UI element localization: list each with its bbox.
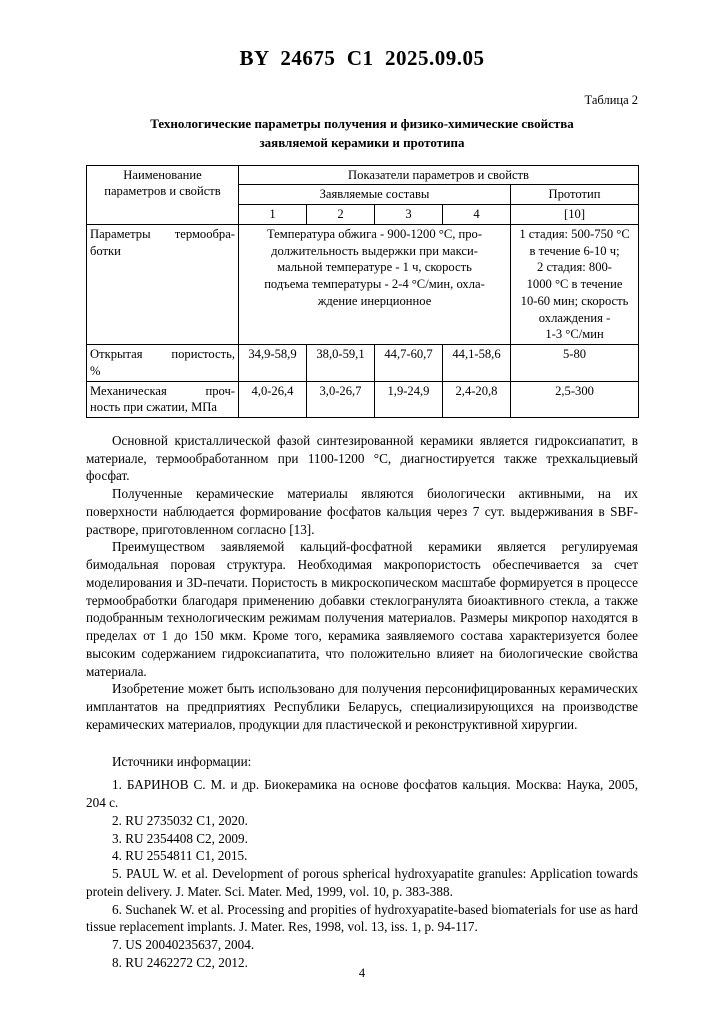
reference-item: 4. RU 2554811 C1, 2015. (112, 848, 248, 864)
reference-item: 6. Suchanek W. et al. Processing and propities of hydroxyapatite-based biomaterials for use as hard tissue replacement implants. J. Mater. Res, 1998, vol. 13, iss. 1, p. 94-117. (86, 901, 638, 935)
header-name-line-2: параметров и свойств (104, 184, 221, 199)
paragraph-crystalline-phase: Основной кристаллической фазой синтезированной керамики является гидроксиапатит, в материале, термообработанном при 1100-1200 °С, диагностируется также трехкальциевый фосфат. (86, 432, 638, 484)
document-header: BY 24675 C1 2025.09.05 (239, 46, 485, 70)
table-row (87, 345, 639, 381)
references-heading: Источники информации: (112, 753, 252, 769)
header-col-2: 2 (307, 205, 375, 225)
header-col-3: 3 (375, 205, 443, 225)
header-prototype-reference: [10] (511, 205, 639, 225)
table-label: Таблица 2 (584, 93, 638, 107)
header-name-column (87, 165, 239, 224)
reference-item: 7. US 20040235637, 2004. (112, 937, 255, 953)
row-label-mechanical-strength: Механическая проч- ность при сжатии, МПа (87, 381, 239, 417)
spacer (86, 734, 638, 753)
table-row (87, 381, 639, 417)
table-row (87, 224, 639, 344)
cell-mechanical-strength-prototype: 2,5-300 (511, 381, 639, 417)
cell-mechanical-strength-1: 4,0-26,4 (239, 381, 307, 417)
table-title-line-1: Технологические параметры получения и физико-химические свойства (150, 116, 574, 131)
table-title (86, 115, 638, 153)
header-col-4: 4 (443, 205, 511, 225)
header-name-line-1: Наименование (123, 167, 202, 182)
reference-item: 2. RU 2735032 C1, 2020. (112, 812, 248, 828)
cell-mechanical-strength-2: 3,0-26,7 (307, 381, 375, 417)
reference-item: 8. RU 2462272 C2, 2012. (112, 954, 248, 970)
cell-mechanical-strength-3: 1,9-24,9 (375, 381, 443, 417)
header-claimed-compositions: Заявляемые составы (239, 185, 511, 205)
header-col-1: 1 (239, 205, 307, 225)
cell-open-porosity-prototype: 5-80 (511, 345, 639, 381)
table-head (87, 165, 639, 224)
parameters-table (86, 165, 639, 418)
header-prototype: Прототип (511, 185, 639, 205)
cell-open-porosity-2: 38,0-59,1 (307, 345, 375, 381)
header-indicators: Показатели параметров и свойств (239, 165, 639, 185)
cell-heat-treatment-claimed: Температура обжига - 900-1200 °С, про- должительность выдержки при макси- мальной температуре - 1 ч, скорость подъема температуры - 2-4 °С/мин, охла- ждение инерционное (239, 224, 511, 344)
row-label-open-porosity: Открытая пористость, % (87, 345, 239, 381)
page-content (86, 0, 638, 972)
table-header-row-1 (87, 165, 639, 185)
cell-mechanical-strength-4: 2,4-20,8 (443, 381, 511, 417)
table-title-line-2: заявляемой керамики и прототипа (259, 134, 465, 150)
table-body (87, 224, 639, 417)
reference-item: 1. БАРИНОВ С. М. и др. Биокерамика на основе фосфатов кальция. Москва: Наука, 2005, 204 с. (86, 777, 638, 811)
reference-item: 5. PAUL W. et al. Development of porous spherical hydroxyapatite granules: Application towards protein delivery. J. Mater. Sci. Mater. Med, 1999, vol. 10, p. 383-388. (86, 866, 638, 899)
page-number: 4 (358, 966, 366, 980)
paragraph-application: Изобретение может быть использовано для получения персонифицированных керамических имплантатов на предприятиях Республики Беларусь, специализирующихся на производстве керамических материалов, продукции для пластической и реконструктивной хирургии. (86, 681, 638, 732)
row-label-heat-treatment: Параметры термообра- ботки (87, 224, 239, 344)
paragraph-bioactivity: Полученные керамические материалы являются биологически активными, на их поверхности наблюдается формирование фосфатов кальция через 7 сут. выдерживания в SBF-растворе, приготовленном согласно [13]. (86, 486, 638, 537)
cell-open-porosity-3: 44,7-60,7 (375, 345, 443, 381)
cell-heat-treatment-prototype: 1 стадия: 500-750 °С в течение 6-10 ч; 2 стадия: 800- 1000 °С в течение 10-60 мин; скорость охлаждения - 1-3 °С/мин (511, 224, 639, 344)
cell-open-porosity-1: 34,9-58,9 (239, 345, 307, 381)
body-text (86, 432, 638, 972)
paragraph-porous-structure: Преимуществом заявляемой кальций-фосфатной керамики является регулируемая бимодальная поровая структура. Необходимая макропористость обеспечивается за счет моделирования и 3D-печати. Пористость в микроскопическом масштабе формируется в процессе термообработки благодаря применению добавки стеклогранулята биоактивного стекла, а также подобранным технологическим режимам получения материалов. Размеры микропор находятся в пределах от 1 до 150 мкм. Кроме того, керамика заявляемого состава характеризуется более высоким содержанием гидроксиапатита, что положительно влияет на биологические свойства материала. (86, 539, 638, 679)
cell-open-porosity-4: 44,1-58,6 (443, 345, 511, 381)
reference-item: 3. RU 2354408 C2, 2009. (112, 830, 248, 846)
